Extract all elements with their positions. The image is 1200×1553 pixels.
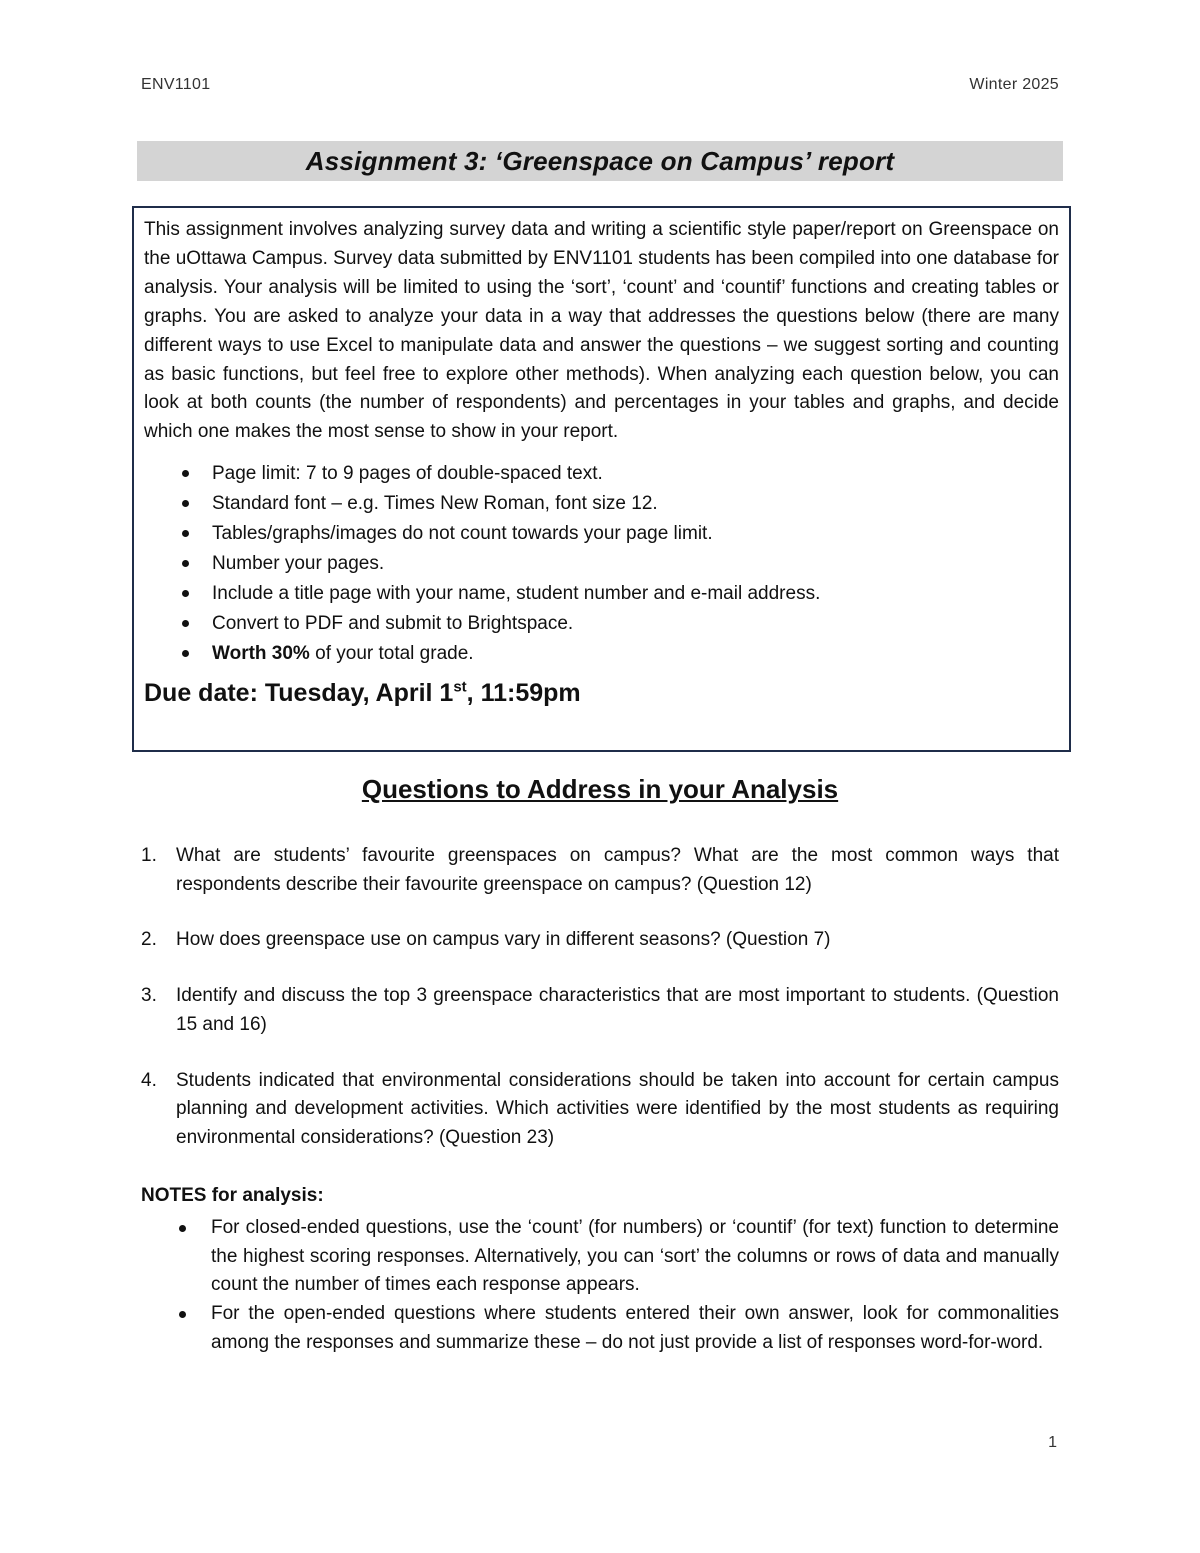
question-item: 1. What are students’ favourite greenspaces on campus? What are the most common ways that respondents describe their favourite greenspace on campus? (Question 12) (141, 845, 1059, 895)
bullet-icon (182, 650, 189, 657)
notes-title: NOTES for analysis: (141, 1185, 324, 1206)
requirement-item: Number your pages. (144, 549, 1059, 579)
due-date: Due date: Tuesday, April 1st, 11:59pm (144, 678, 581, 708)
bullet-icon (182, 500, 189, 507)
requirement-item: Page limit: 7 to 9 pages of double-spaced text. (144, 459, 1059, 489)
note-item: For closed-ended questions, use the ‘count’ (for numbers) or ‘countif’ (for text) function to determine the highest scoring responses. Alternatively, you can ‘sort’ the columns or rows of data and manually count the number of times each response appears. (141, 1214, 1059, 1300)
header-term: Winter 2025 (969, 76, 1059, 93)
worth-bold: Worth 30% (212, 643, 310, 665)
bullet-icon (182, 590, 189, 597)
page-number: 1 (1048, 1434, 1057, 1451)
question-item: 3. Identify and discuss the top 3 greenspace characteristics that are most important to students. (Question 15 and 16) (141, 985, 1059, 1035)
requirements-list (144, 459, 1059, 669)
note-item: For the open-ended questions where students entered their own answer, look for commonalities among the responses and summarize these – do not just provide a list of responses word-for-word. (141, 1300, 1059, 1357)
assignment-title-bar (137, 141, 1063, 181)
worth-rest: of your total grade. (309, 643, 474, 665)
bullet-icon (182, 620, 189, 627)
requirement-item: Convert to PDF and submit to Brightspace. (144, 609, 1059, 639)
intro-paragraph: This assignment involves analyzing survey data and writing a scientific style paper/report on Greenspace on the uOttawa Campus. Survey data submitted by ENV1101 students has been compiled into one database for analysis. Your analysis will be limited to using the ‘sort’, ‘count’ and ‘countif’ functions and creating tables or graphs. You are asked to analyze your data in a way that addresses the questions below (there are many different ways to use Excel to manipulate data and answer the questions – we suggest sorting and counting as basic functions, but feel free to explore other methods). When analyzing each question below, you can look at both counts (the number of respondents) and percentages in your tables and graphs, and decide which one makes the most sense to show in your report. (144, 219, 1059, 443)
assignment-info-box (132, 206, 1071, 752)
question-item: 4. Students indicated that environmental considerations should be taken into account for certain campus planning and development activities. Which activities were identified by the most students as requiring environmental considerations? (Question 23) (141, 1069, 1059, 1148)
assignment-title: Assignment 3: ‘Greenspace on Campus’ report (305, 145, 895, 176)
notes-list (141, 1214, 1059, 1358)
questions-heading: Questions to Address in your Analysis (361, 774, 839, 804)
bullet-icon (179, 1225, 186, 1232)
questions-list (141, 842, 1059, 1180)
header-course: ENV1101 (141, 76, 211, 93)
bullet-icon (182, 470, 189, 477)
requirement-item: Standard font – e.g. Times New Roman, font size 12. (144, 489, 1059, 519)
requirement-item-worth (144, 639, 1059, 669)
bullet-icon (182, 560, 189, 567)
requirement-item: Tables/graphs/images do not count towards your page limit. (144, 519, 1059, 549)
bullet-icon (182, 530, 189, 537)
question-item: 2. How does greenspace use on campus vary in different seasons? (Question 7) (141, 929, 831, 951)
bullet-icon (179, 1311, 186, 1318)
requirement-item: Include a title page with your name, student number and e-mail address. (144, 579, 1059, 609)
